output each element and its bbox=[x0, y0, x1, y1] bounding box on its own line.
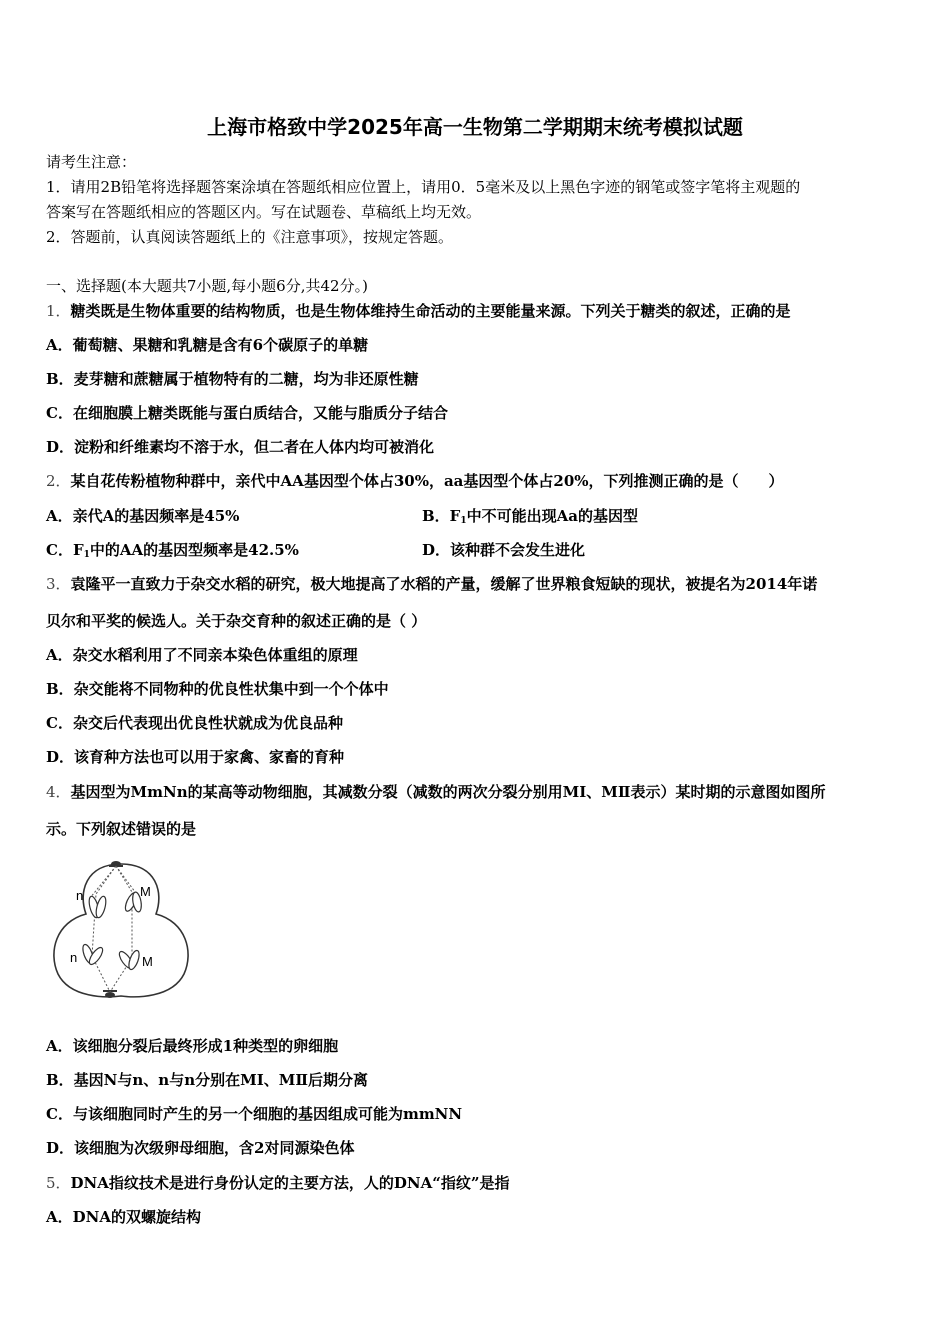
question-1-option-c[interactable]: C．在细胞膜上糖类既能与蛋白质结合，又能与脂质分子结合 bbox=[46, 404, 448, 422]
question-3-option-a[interactable]: A．杂交水稻利用了不同亲本染色体重组的原理 bbox=[46, 646, 358, 664]
question-1-option-d[interactable]: D．淀粉和纤维素均不溶于水，但二者在人体内均可被消化 bbox=[46, 438, 435, 456]
notice-heading: 请考生注意： bbox=[46, 153, 137, 171]
label-bottom-left: n bbox=[70, 950, 78, 965]
label-top-right: M bbox=[140, 884, 151, 899]
question-1-option-a[interactable]: A．葡萄糖、果糖和乳糖是含有6个碳原子的单糖 bbox=[46, 336, 369, 354]
question-4-option-b[interactable]: B．基因N与n、n与n分别在MⅠ、MⅡ后期分离 bbox=[46, 1071, 368, 1089]
question-2-option-c[interactable]: C．$F_1$中的AA的基因型频率是42.5% bbox=[46, 541, 299, 560]
question-2-options-row-2 bbox=[46, 540, 906, 565]
question-5-option-a[interactable]: A．DNA的双螺旋结构 bbox=[46, 1208, 201, 1226]
question-2-option-b[interactable]: B．$F_1$中不可能出现Aa的基因型 bbox=[422, 507, 638, 526]
question-2-option-a[interactable]: A．亲代A的基因频率是45% bbox=[46, 507, 240, 525]
question-3-option-d[interactable]: D．该育种方法也可以用于家禽、家畜的育种 bbox=[46, 748, 345, 766]
label-bottom-right: M bbox=[142, 954, 153, 969]
notice-item-1-line-2: 答案写在答题纸相应的答题区内。写在试题卷、草稿纸上均无效。 bbox=[46, 203, 482, 221]
cell-division-diagram bbox=[46, 852, 196, 1004]
question-1-stem: 1．糖类既是生物体重要的结构物质，也是生物体维持生命活动的主要能量来源。下列关于糖类的叙述，正确的是 bbox=[46, 302, 791, 320]
question-3-stem-line-2: 贝尔和平奖的候选人。关于杂交育种的叙述正确的是（ ） bbox=[46, 612, 427, 630]
question-3-option-b[interactable]: B．杂交能将不同物种的优良性状集中到一个个体中 bbox=[46, 680, 389, 698]
question-4-stem-line-1: 4．基因型为MmNn的某高等动物细胞，其减数分裂（减数的两次分裂分别用MⅠ、MⅡ表示）某时期的示意图如图所 bbox=[46, 783, 826, 801]
notice-item-1-line-1: 1．请用2B铅笔将选择题答案涂填在答题纸相应位置上，请用0．5毫米及以上黑色字迹的钢笔或签字笔将主观题的 bbox=[46, 178, 801, 196]
question-4-option-d[interactable]: D．该细胞为次级卵母细胞，含2对同源染色体 bbox=[46, 1139, 355, 1157]
question-3-stem-line-1: 3．袁隆平一直致力于杂交水稻的研究，极大地提高了水稻的产量，缓解了世界粮食短缺的现状，被提名为2014年诺 bbox=[46, 575, 818, 593]
section-heading: 一、选择题(本大题共7小题,每小题6分,共42分。) bbox=[46, 277, 368, 295]
question-3-option-c[interactable]: C．杂交后代表现出优良性状就成为优良品种 bbox=[46, 714, 343, 732]
question-4-option-c[interactable]: C．与该细胞同时产生的另一个细胞的基因组成可能为mmNN bbox=[46, 1105, 463, 1123]
question-2-option-d[interactable]: D．该种群不会发生进化 bbox=[422, 541, 586, 559]
question-1-option-b[interactable]: B．麦芽糖和蔗糖属于植物特有的二糖，均为非还原性糖 bbox=[46, 370, 419, 388]
question-2-options-row-1 bbox=[46, 506, 906, 526]
notice-item-2: 2．答题前，认真阅读答题纸上的《注意事项》，按规定答题。 bbox=[46, 228, 454, 246]
page-title: 上海市格致中学2025年高一生物第二学期期末统考模拟试题 bbox=[207, 115, 743, 139]
question-5-stem: 5．DNA指纹技术是进行身份认定的主要方法，人的DNA“指纹”是指 bbox=[46, 1174, 510, 1192]
question-4-option-a[interactable]: A．该细胞分裂后最终形成1种类型的卵细胞 bbox=[46, 1037, 339, 1055]
question-2-stem: 2．某自花传粉植物种群中，亲代中AA基因型个体占30%，aa基因型个体占20%，下列推测正确的是（ ） bbox=[46, 472, 784, 490]
label-top-left: n bbox=[76, 888, 84, 903]
question-4-stem-line-2: 示。下列叙述错误的是 bbox=[46, 820, 197, 838]
